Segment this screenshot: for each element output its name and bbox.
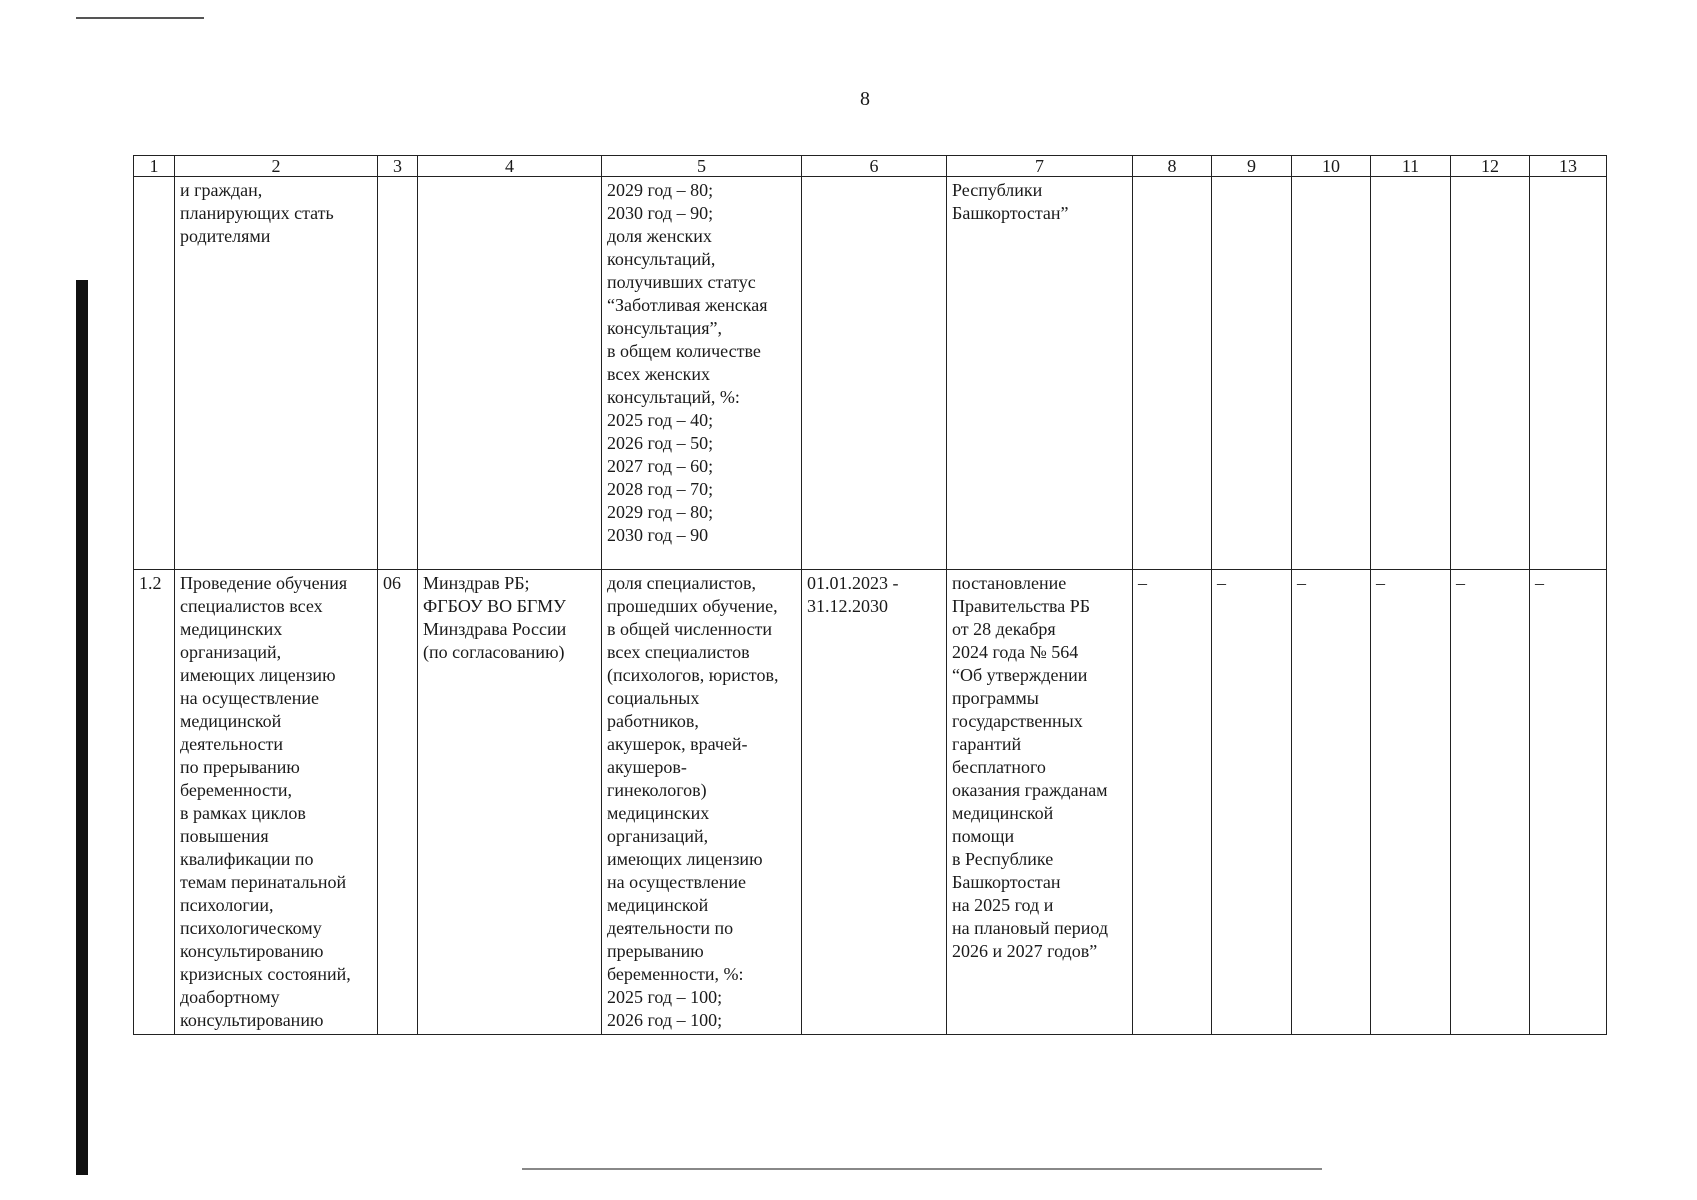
measures-table: [133, 155, 1607, 1035]
text-line: доля специалистов,: [607, 573, 756, 593]
text-line: консультация”,: [607, 318, 723, 338]
text-line: социальных: [607, 688, 700, 708]
scan-artifact-top-line: [76, 17, 204, 19]
row-number-cell: [134, 177, 175, 570]
value-cell: [1212, 177, 1292, 570]
text-line: на осуществление: [180, 688, 319, 708]
value-cell: –: [1530, 570, 1607, 1035]
text-line: организаций,: [607, 826, 709, 846]
text-line: всех женских: [607, 364, 711, 384]
text-line: от 28 декабря: [952, 619, 1056, 639]
text-line: гарантий: [952, 734, 1022, 754]
text-line: доабортному: [180, 987, 280, 1007]
value-cell: –: [1292, 570, 1371, 1035]
text-line: в общем количестве: [607, 341, 761, 361]
text-line: в Республике: [952, 849, 1054, 869]
text-line: консультированию: [180, 941, 324, 961]
column-header: 8: [1133, 156, 1212, 177]
text-line: консультаций,: [607, 249, 716, 269]
text-line: программы: [952, 688, 1039, 708]
text-line: 2030 год – 90: [607, 525, 709, 545]
text-line: Минздрав РБ;: [423, 573, 530, 593]
text-line: консультированию: [180, 1010, 324, 1030]
text-line: на осуществление: [607, 872, 746, 892]
scan-artifact-bottom-line: [522, 1168, 1322, 1170]
text-line: Минздрава России: [423, 619, 567, 639]
text-line: помощи: [952, 826, 1015, 846]
text-line: медицинской: [607, 895, 709, 915]
text-line: в общей численности: [607, 619, 772, 639]
text-line: имеющих лицензию: [180, 665, 336, 685]
text-line: постановление: [952, 573, 1067, 593]
text-line: беременности,: [180, 780, 292, 800]
column-header: 3: [378, 156, 418, 177]
table-row-1-2: [134, 570, 1607, 1035]
text-line: 2026 год – 100;: [607, 1010, 723, 1030]
text-line: Башкортостан”: [952, 203, 1069, 223]
text-line: доля женских: [607, 226, 712, 246]
text-line: родителями: [180, 226, 271, 246]
text-line: и граждан,: [180, 180, 263, 200]
code-cell: [378, 177, 418, 570]
indicator-cell: [602, 177, 802, 570]
text-line: имеющих лицензию: [607, 849, 763, 869]
text-line: организаций,: [180, 642, 282, 662]
document-cell: [947, 177, 1133, 570]
text-line: консультаций, %:: [607, 387, 740, 407]
text-line: работников,: [607, 711, 699, 731]
text-line: по прерыванию: [180, 757, 300, 777]
text-line: 2027 год – 60;: [607, 456, 714, 476]
text-line: Проведение обучения: [180, 573, 348, 593]
value-cell: [1451, 177, 1530, 570]
measure-name-cell: [175, 570, 378, 1035]
document-cell: [947, 570, 1133, 1035]
text-line: оказания гражданам: [952, 780, 1108, 800]
text-line: темам перинатальной: [180, 872, 347, 892]
text-line: медицинских: [607, 803, 710, 823]
column-number-header-row: [134, 156, 1607, 177]
value-cell: –: [1371, 570, 1451, 1035]
text-line: получивших статус: [607, 272, 756, 292]
text-line: повышения: [180, 826, 269, 846]
value-cell: [1292, 177, 1371, 570]
text-line: (психологов, юристов,: [607, 665, 779, 685]
value-cell: –: [1133, 570, 1212, 1035]
table-row-continuation: [134, 177, 1607, 570]
text-line: 01.01.2023 -: [807, 573, 899, 593]
column-header: 10: [1292, 156, 1371, 177]
text-line: прерыванию: [607, 941, 704, 961]
text-line: 2025 год – 100;: [607, 987, 723, 1007]
text-line: медицинской: [180, 711, 282, 731]
text-line: государственных: [952, 711, 1083, 731]
text-line: специалистов всех: [180, 596, 323, 616]
text-line: беременности, %:: [607, 964, 744, 984]
text-line: психологическому: [180, 918, 322, 938]
text-line: Башкортостан: [952, 872, 1061, 892]
text-line: на 2025 год и: [952, 895, 1054, 915]
row-number-cell: 1.2: [134, 570, 175, 1035]
text-line: 2029 год – 80;: [607, 502, 714, 522]
text-line: деятельности по: [607, 918, 734, 938]
page-number: 8: [860, 88, 870, 110]
column-header: 2: [175, 156, 378, 177]
text-line: 2026 и 2027 годов”: [952, 941, 1098, 961]
period-cell: [802, 177, 947, 570]
text-line: всех специалистов: [607, 642, 750, 662]
text-line: гинекологов): [607, 780, 707, 800]
text-line: акушеров-: [607, 757, 687, 777]
text-line: планирующих стать: [180, 203, 334, 223]
text-line: 2026 год – 50;: [607, 433, 714, 453]
text-line: в рамках циклов: [180, 803, 306, 823]
text-line: медицинских: [180, 619, 283, 639]
text-line: квалификации по: [180, 849, 314, 869]
measure-name-cell: [175, 177, 378, 570]
text-line: 2028 год – 70;: [607, 479, 714, 499]
column-header: 5: [602, 156, 802, 177]
period-cell: [802, 570, 947, 1035]
indicator-cell: [602, 570, 802, 1035]
scan-artifact-left-bar: [76, 280, 88, 1175]
executor-cell: [418, 177, 602, 570]
column-header: 11: [1371, 156, 1451, 177]
text-line: 2025 год – 40;: [607, 410, 714, 430]
value-cell: –: [1212, 570, 1292, 1035]
executor-cell: [418, 570, 602, 1035]
text-line: “Об утверждении: [952, 665, 1088, 685]
text-line: бесплатного: [952, 757, 1046, 777]
text-line: на плановый период: [952, 918, 1108, 938]
text-line: прошедших обучение,: [607, 596, 778, 616]
column-header: 9: [1212, 156, 1292, 177]
text-line: Республики: [952, 180, 1043, 200]
text-line: 2029 год – 80;: [607, 180, 714, 200]
column-header: 1: [134, 156, 175, 177]
text-line: 31.12.2030: [807, 596, 888, 616]
column-header: 13: [1530, 156, 1607, 177]
value-cell: [1371, 177, 1451, 570]
text-line: Правительства РБ: [952, 596, 1091, 616]
value-cell: [1133, 177, 1212, 570]
text-line: “Заботливая женская: [607, 295, 768, 315]
text-line: 2024 года № 564: [952, 642, 1079, 662]
text-line: акушерок, врачей-: [607, 734, 748, 754]
code-cell: 06: [378, 570, 418, 1035]
text-line: 2030 год – 90;: [607, 203, 714, 223]
column-header: 7: [947, 156, 1133, 177]
column-header: 4: [418, 156, 602, 177]
text-line: медицинской: [952, 803, 1054, 823]
column-header: 6: [802, 156, 947, 177]
value-cell: [1530, 177, 1607, 570]
text-line: кризисных состояний,: [180, 964, 351, 984]
text-line: деятельности: [180, 734, 284, 754]
text-line: (по согласованию): [423, 642, 565, 662]
text-line: ФГБОУ ВО БГМУ: [423, 596, 566, 616]
value-cell: –: [1451, 570, 1530, 1035]
text-line: психологии,: [180, 895, 274, 915]
column-header: 12: [1451, 156, 1530, 177]
